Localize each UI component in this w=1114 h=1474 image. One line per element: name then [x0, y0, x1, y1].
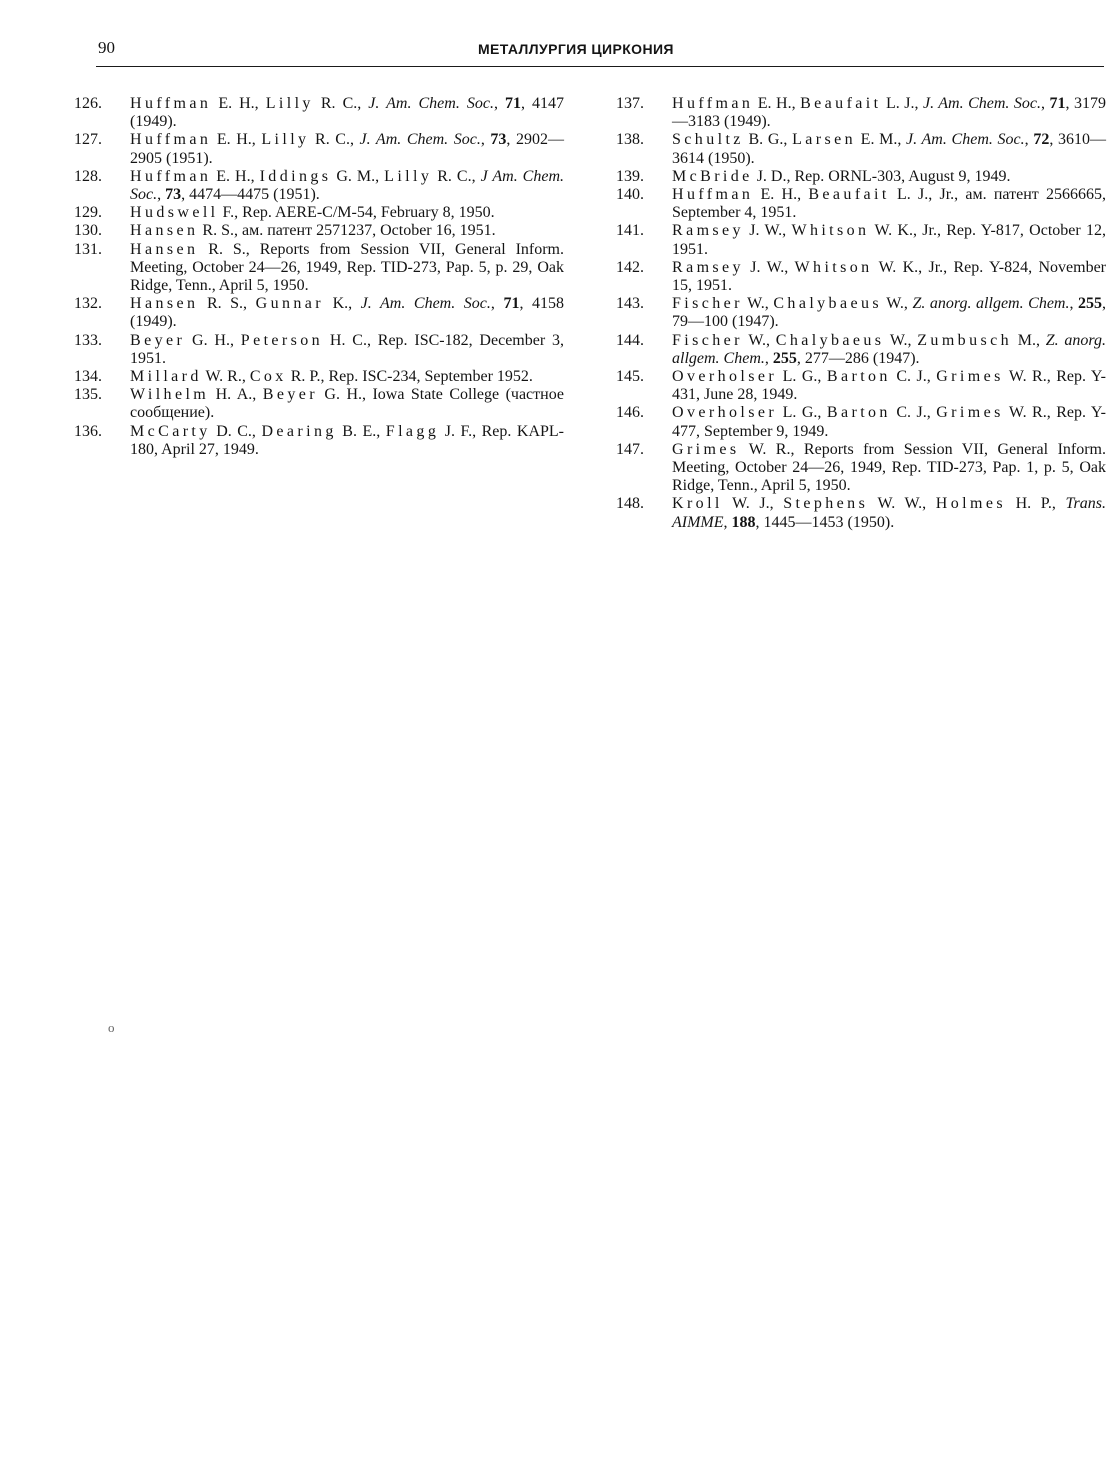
reference-fragment: H. P.,	[1005, 495, 1066, 513]
author-surname: Hansen	[130, 295, 199, 313]
volume-number: 73	[165, 186, 182, 204]
author-surname: Gunnar	[255, 295, 325, 313]
reference-fragment: W.,	[742, 295, 774, 313]
journal-title: J. Am. Chem. Soc.	[368, 95, 494, 112]
volume-number: 71	[505, 95, 521, 112]
author-surname: Beaufait	[808, 186, 890, 204]
reference-text	[130, 332, 564, 367]
reference-fragment: R. S., Reports from Session VII, General Inform. Meeting, October 24—26, 1949, Rep. TID-273, Pap. 5, p. 29, Oak Ridge, Tenn., April 5, 1950.	[130, 240, 564, 295]
volume-number: 188	[731, 513, 756, 531]
reference-item	[616, 222, 1106, 258]
reference-text	[130, 423, 564, 458]
reference-text	[672, 95, 1106, 130]
reference-fragment: W. R.,	[201, 368, 250, 386]
author-surname: Wilhelm	[130, 386, 210, 404]
reference-fragment: , 4147 (1949).	[130, 95, 565, 131]
reference-fragment: E. H.,	[211, 167, 260, 185]
volume-number: 71	[503, 295, 520, 313]
reference-fragment: , 4474—4475 (1951).	[181, 186, 320, 204]
journal-title: Z. anorg. allgem. Chem.	[672, 331, 1107, 367]
author-surname: Chalybaeus	[773, 295, 882, 313]
reference-fragment: , 2902—2905 (1951).	[130, 131, 564, 167]
author-surname: Hansen	[130, 240, 199, 258]
reference-item	[616, 95, 1106, 131]
reference-fragment: ,	[157, 186, 166, 204]
reference-text	[672, 404, 1106, 439]
author-surname: Grimes	[936, 368, 1004, 386]
reference-fragment: ,	[1024, 131, 1034, 149]
reference-fragment: , 4158 (1949).	[130, 295, 565, 331]
reference-number: 138.	[616, 131, 644, 149]
reference-fragment: , 277—286 (1947).	[796, 349, 920, 367]
references-right-column	[616, 95, 1106, 532]
reference-item	[616, 131, 1106, 167]
author-surname: Huffman	[672, 95, 754, 112]
reference-fragment: G. M.,	[331, 167, 385, 185]
author-surname: Larsen	[792, 131, 856, 149]
reference-fragment: , 1445—1453 (1950).	[755, 513, 895, 531]
reference-text	[672, 168, 1010, 185]
journal-title: J. Am. Chem. Soc.	[359, 131, 481, 149]
reference-text	[130, 95, 564, 130]
reference-item	[74, 168, 564, 204]
author-surname: Grimes	[672, 440, 740, 458]
author-surname: Zumbusch	[917, 331, 1012, 349]
reference-text	[672, 332, 1106, 367]
reference-number: 142.	[616, 258, 644, 276]
reference-item	[616, 441, 1106, 496]
reference-text	[130, 222, 496, 239]
reference-number: 128.	[74, 167, 102, 185]
journal-title: Trans. AIMME	[672, 495, 1106, 531]
author-surname: Kroll	[672, 495, 723, 513]
reference-fragment: E. H.,	[211, 95, 266, 112]
reference-fragment: J. D., Rep. ORNL-303, August 9, 1949.	[752, 167, 1011, 185]
volume-number: 73	[490, 131, 507, 149]
reference-text	[672, 131, 1106, 166]
reference-fragment: B. G.,	[743, 131, 793, 149]
author-surname: Lilly	[265, 95, 314, 112]
reference-number: 144.	[616, 331, 644, 349]
reference-text	[672, 441, 1106, 494]
reference-text	[672, 495, 1106, 530]
reference-number: 132.	[74, 295, 102, 313]
reference-item	[74, 368, 564, 386]
running-head-title: МЕТАЛЛУРГИЯ ЦИРКОНИЯ	[478, 41, 674, 57]
reference-fragment: , 3610—3614 (1950).	[672, 131, 1107, 167]
references-left-column	[74, 95, 564, 459]
reference-text	[130, 241, 564, 294]
reference-item	[616, 368, 1106, 404]
reference-text	[672, 259, 1106, 294]
author-surname: Barton	[826, 368, 891, 386]
reference-fragment: W. K., Jr., Rep. Y-817, October 12, 1951.	[672, 222, 1106, 258]
reference-fragment: , 79—100 (1947).	[672, 295, 1107, 331]
reference-number: 147.	[616, 440, 644, 458]
reference-fragment: F., Rep. AERE-C/M-54, February 8, 1950.	[218, 204, 495, 222]
reference-number: 143.	[616, 295, 644, 313]
volume-number: 72	[1033, 131, 1050, 149]
reference-fragment: ,	[493, 95, 505, 112]
reference-fragment: E. M.,	[856, 131, 907, 149]
reference-fragment: K.,	[324, 295, 361, 313]
author-surname: Huffman	[130, 95, 212, 112]
reference-fragment: ,	[1041, 95, 1050, 112]
author-surname: Beaufait	[800, 95, 882, 112]
reference-text	[130, 168, 564, 203]
reference-item	[616, 168, 1106, 186]
reference-item	[74, 295, 564, 331]
reference-fragment: W. R., Rep. Y-477, September 9, 1949.	[672, 404, 1106, 440]
reference-number: 131.	[74, 240, 102, 258]
reference-item	[74, 386, 564, 422]
reference-fragment: L. J.,	[881, 95, 923, 112]
reference-fragment: W. J.,	[722, 495, 784, 513]
reference-fragment: R. C.,	[309, 131, 360, 149]
reference-fragment: ,	[1069, 295, 1079, 313]
reference-number: 136.	[74, 422, 102, 440]
author-surname: Overholser	[672, 368, 778, 386]
reference-fragment: J. W.,	[743, 222, 792, 240]
reference-text	[672, 368, 1106, 403]
author-surname: Ramsey	[672, 222, 744, 240]
reference-text	[130, 131, 564, 166]
reference-item	[616, 332, 1106, 368]
author-surname: Hudswell	[130, 204, 219, 222]
author-surname: McCarty	[130, 422, 211, 440]
reference-fragment: W. K., Jr., Rep. Y-824, November 15, 1951.	[672, 258, 1107, 295]
author-surname: Beyer	[130, 331, 186, 349]
reference-text	[130, 204, 495, 221]
reference-text	[672, 186, 1106, 221]
author-surname: Hansen	[130, 222, 199, 240]
author-surname: Huffman	[130, 167, 212, 185]
author-surname: Fischer	[672, 295, 743, 313]
reference-item	[616, 259, 1106, 295]
reference-fragment: ,	[490, 295, 504, 313]
author-surname: Holmes	[935, 495, 1006, 513]
author-surname: Barton	[826, 404, 891, 422]
reference-item	[74, 332, 564, 368]
reference-item	[74, 241, 564, 296]
reference-fragment: R. C.,	[432, 167, 481, 185]
reference-fragment: G. H.,	[185, 331, 241, 349]
reference-fragment: D. C.,	[210, 422, 262, 440]
reference-fragment: H. A.,	[209, 386, 263, 404]
author-surname: Huffman	[130, 131, 212, 149]
reference-fragment: L. G.,	[777, 368, 827, 386]
reference-text	[130, 386, 564, 421]
reference-fragment: M.,	[1012, 331, 1046, 349]
reference-fragment: E. H.,	[753, 95, 801, 112]
author-surname: Huffman	[672, 186, 754, 204]
reference-fragment: R. P., Rep. ISC-234, September 1952.	[286, 368, 533, 386]
journal-title: J. Am. Chem. Soc.	[922, 95, 1042, 112]
reference-number: 134.	[74, 368, 102, 386]
reference-item	[616, 404, 1106, 440]
author-surname: Whitson	[791, 222, 870, 240]
reference-fragment: H. C., Rep. ISC-182, December 3, 1951.	[130, 331, 564, 367]
author-surname: Overholser	[672, 404, 778, 422]
author-surname: Beyer	[262, 386, 318, 404]
author-surname: Lilly	[384, 167, 433, 185]
reference-number: 126.	[74, 95, 102, 112]
reference-fragment: ,	[723, 513, 732, 531]
reference-number: 148.	[616, 495, 644, 513]
reference-text	[130, 295, 564, 330]
author-surname: Flagg	[385, 422, 440, 440]
reference-fragment: L. J., Jr., ам. патент 2566665, September 4, 1951.	[672, 186, 1107, 222]
reference-text	[130, 368, 533, 385]
reference-item	[74, 222, 564, 240]
reference-number: 129.	[74, 204, 102, 222]
reference-fragment: L. G.,	[777, 404, 827, 422]
author-surname: Ramsey	[672, 258, 744, 276]
reference-fragment: W.,	[882, 295, 913, 313]
journal-title: J. Am. Chem. Soc.	[360, 295, 491, 313]
author-surname: Peterson	[240, 331, 324, 349]
reference-number: 135.	[74, 386, 102, 404]
reference-fragment: W.,	[884, 331, 918, 349]
reference-fragment: W.,	[742, 331, 776, 349]
reference-fragment: W. R., Reports from Session VII, General Inform. Meeting, October 24—26, 1949, Rep. TID-273, Pap. 1, p. 5, Oak Ridge, Tenn., April 5, 1950.	[672, 440, 1106, 495]
reference-fragment: C. J.,	[890, 368, 937, 386]
journal-title: Z. anorg. allgem. Chem.	[912, 295, 1070, 313]
author-surname: Chalybaeus	[775, 331, 885, 349]
page-number: 90	[98, 38, 115, 57]
author-surname: Stephens	[783, 495, 869, 513]
reference-fragment: ,	[764, 349, 773, 367]
volume-number: 255	[1078, 295, 1103, 313]
author-surname: Whitson	[794, 258, 873, 276]
reference-fragment: R. S., ам. патент 2571237, October 16, 1951.	[198, 222, 496, 240]
reference-item	[74, 204, 564, 222]
reference-item	[74, 423, 564, 459]
reference-fragment: ,	[480, 131, 491, 149]
reference-fragment: E. H.,	[211, 131, 262, 149]
reference-number: 130.	[74, 222, 102, 240]
reference-fragment: W. R., Rep. Y-431, June 28, 1949.	[672, 368, 1106, 404]
reference-fragment: R. C.,	[313, 95, 369, 112]
reference-number: 137.	[616, 95, 644, 112]
author-surname: Cox	[249, 368, 287, 386]
author-surname: Dearing	[261, 422, 337, 440]
reference-number: 146.	[616, 404, 644, 422]
author-surname: McBride	[672, 167, 753, 185]
reference-item	[74, 95, 564, 131]
author-surname: Lilly	[261, 131, 310, 149]
reference-fragment: R. S.,	[198, 295, 256, 313]
author-surname: Iddings	[259, 167, 332, 185]
reference-fragment: , 3179—3183 (1949).	[672, 95, 1107, 131]
reference-fragment: C. J.,	[890, 404, 937, 422]
reference-item	[616, 495, 1106, 531]
author-surname: Grimes	[936, 404, 1004, 422]
reference-fragment: B. E.,	[336, 422, 386, 440]
reference-text	[672, 222, 1106, 257]
reference-fragment: J. W.,	[743, 258, 795, 276]
reference-number: 127.	[74, 131, 102, 149]
stray-mark: о	[108, 1020, 115, 1035]
reference-number: 141.	[616, 222, 644, 240]
reference-fragment: W. W.,	[868, 495, 936, 513]
reference-fragment: G. H., Iowa State College (частное сообщение).	[130, 386, 565, 422]
reference-number: 145.	[616, 368, 644, 386]
author-surname: Schultz	[672, 131, 744, 149]
reference-item	[616, 295, 1106, 331]
author-surname: Millard	[130, 368, 202, 386]
reference-item	[74, 131, 564, 167]
volume-number: 255	[772, 349, 797, 367]
reference-text	[672, 295, 1106, 330]
reference-number: 133.	[74, 331, 102, 349]
reference-number: 140.	[616, 186, 644, 204]
volume-number: 71	[1049, 95, 1066, 112]
author-surname: Fischer	[672, 331, 743, 349]
reference-item	[616, 186, 1106, 222]
journal-title: J Am. Chem. Soc.	[130, 167, 565, 204]
journal-title: J. Am. Chem. Soc.	[906, 131, 1025, 149]
reference-number: 139.	[616, 167, 644, 185]
header-rule	[96, 66, 1104, 67]
reference-fragment: J. F., Rep. KAPL-180, April 27, 1949.	[130, 422, 564, 458]
reference-fragment: E. H.,	[753, 186, 809, 204]
